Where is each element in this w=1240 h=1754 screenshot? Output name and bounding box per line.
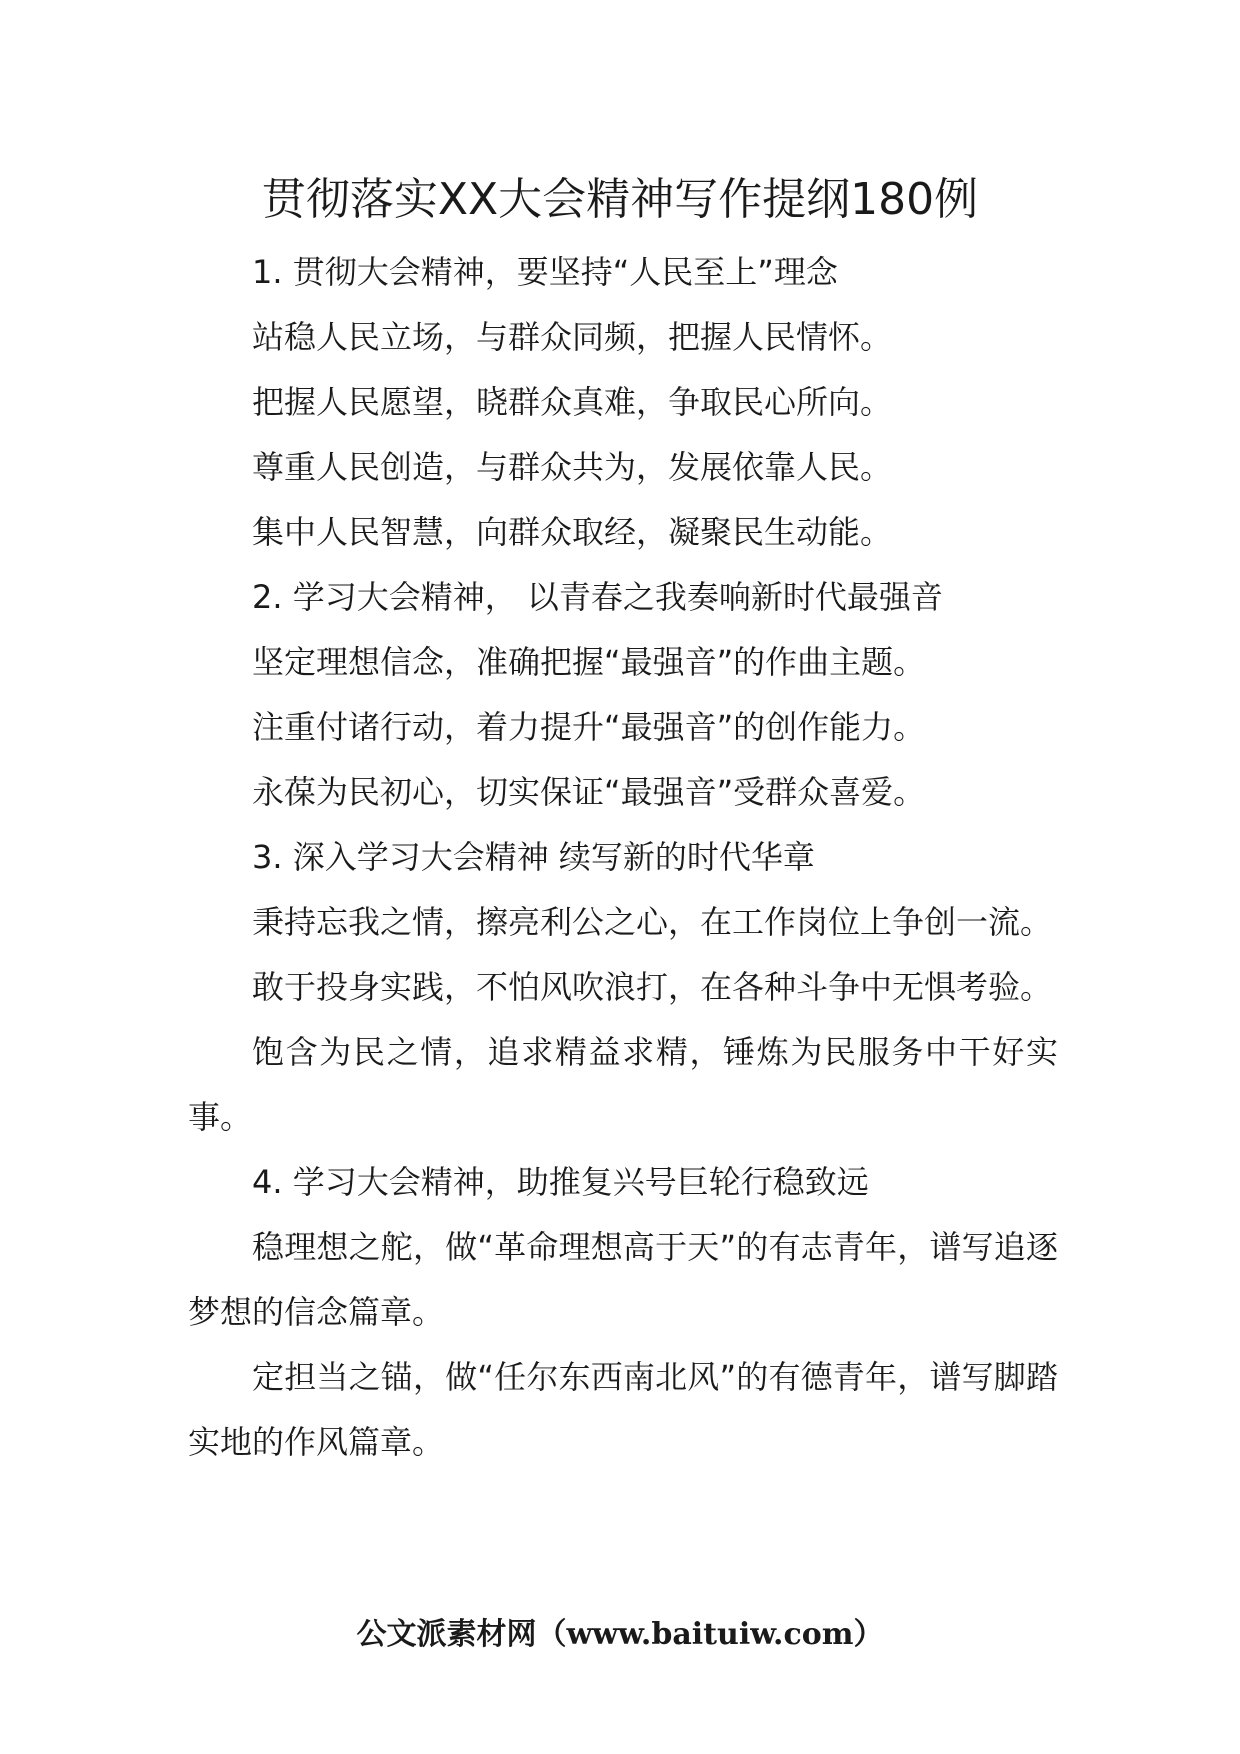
paragraph: 把握人民愿望，晓群众真难，争取民心所向。 <box>252 383 893 421</box>
paragraph: 注重付诸行动，着力提升“最强音”的创作能力。 <box>252 708 926 746</box>
paragraph: 站稳人民立场，与群众同频，把握人民情怀。 <box>252 318 893 356</box>
paragraph: 稳理想之舵，做“革命理想高于天”的有志青年，谱写追逐梦想的信念篇章。 <box>188 1228 1058 1331</box>
paragraph: 饱含为民之情，追求精益求精，锤炼为民服务中干好实事。 <box>188 1033 1058 1136</box>
section-heading: 3. 深入学习大会精神 续写新的时代华章 <box>252 838 815 876</box>
section-heading: 4. 学习大会精神，助推复兴号巨轮行稳致远 <box>252 1163 869 1201</box>
paragraph: 秉持忘我之情，擦亮利公之心，在工作岗位上争创一流。 <box>252 903 1053 941</box>
document-title: 贯彻落实XX大会精神写作提纲180例 <box>261 174 979 225</box>
document-body <box>188 240 1058 1475</box>
paragraph: 永葆为民初心，切实保证“最强音”受群众喜爱。 <box>252 773 926 811</box>
section-heading: 1. 贯彻大会精神，要坚持“人民至上”理念 <box>252 253 838 291</box>
paragraph: 敢于投身实践，不怕风吹浪打，在各种斗争中无惧考验。 <box>252 968 1053 1006</box>
footer-source: 公文派素材网（www.baituiw.com） <box>356 1617 884 1652</box>
paragraph: 定担当之锚，做“任尔东西南北风”的有德青年，谱写脚踏实地的作风篇章。 <box>188 1358 1058 1461</box>
paragraph: 集中人民智慧，向群众取经，凝聚民生动能。 <box>252 513 893 551</box>
section-heading: 2. 学习大会精神， 以青春之我奏响新时代最强音 <box>252 578 943 616</box>
paragraph: 坚定理想信念，准确把握“最强音”的作曲主题。 <box>252 643 926 681</box>
paragraph: 尊重人民创造，与群众共为，发展依靠人民。 <box>252 448 893 486</box>
